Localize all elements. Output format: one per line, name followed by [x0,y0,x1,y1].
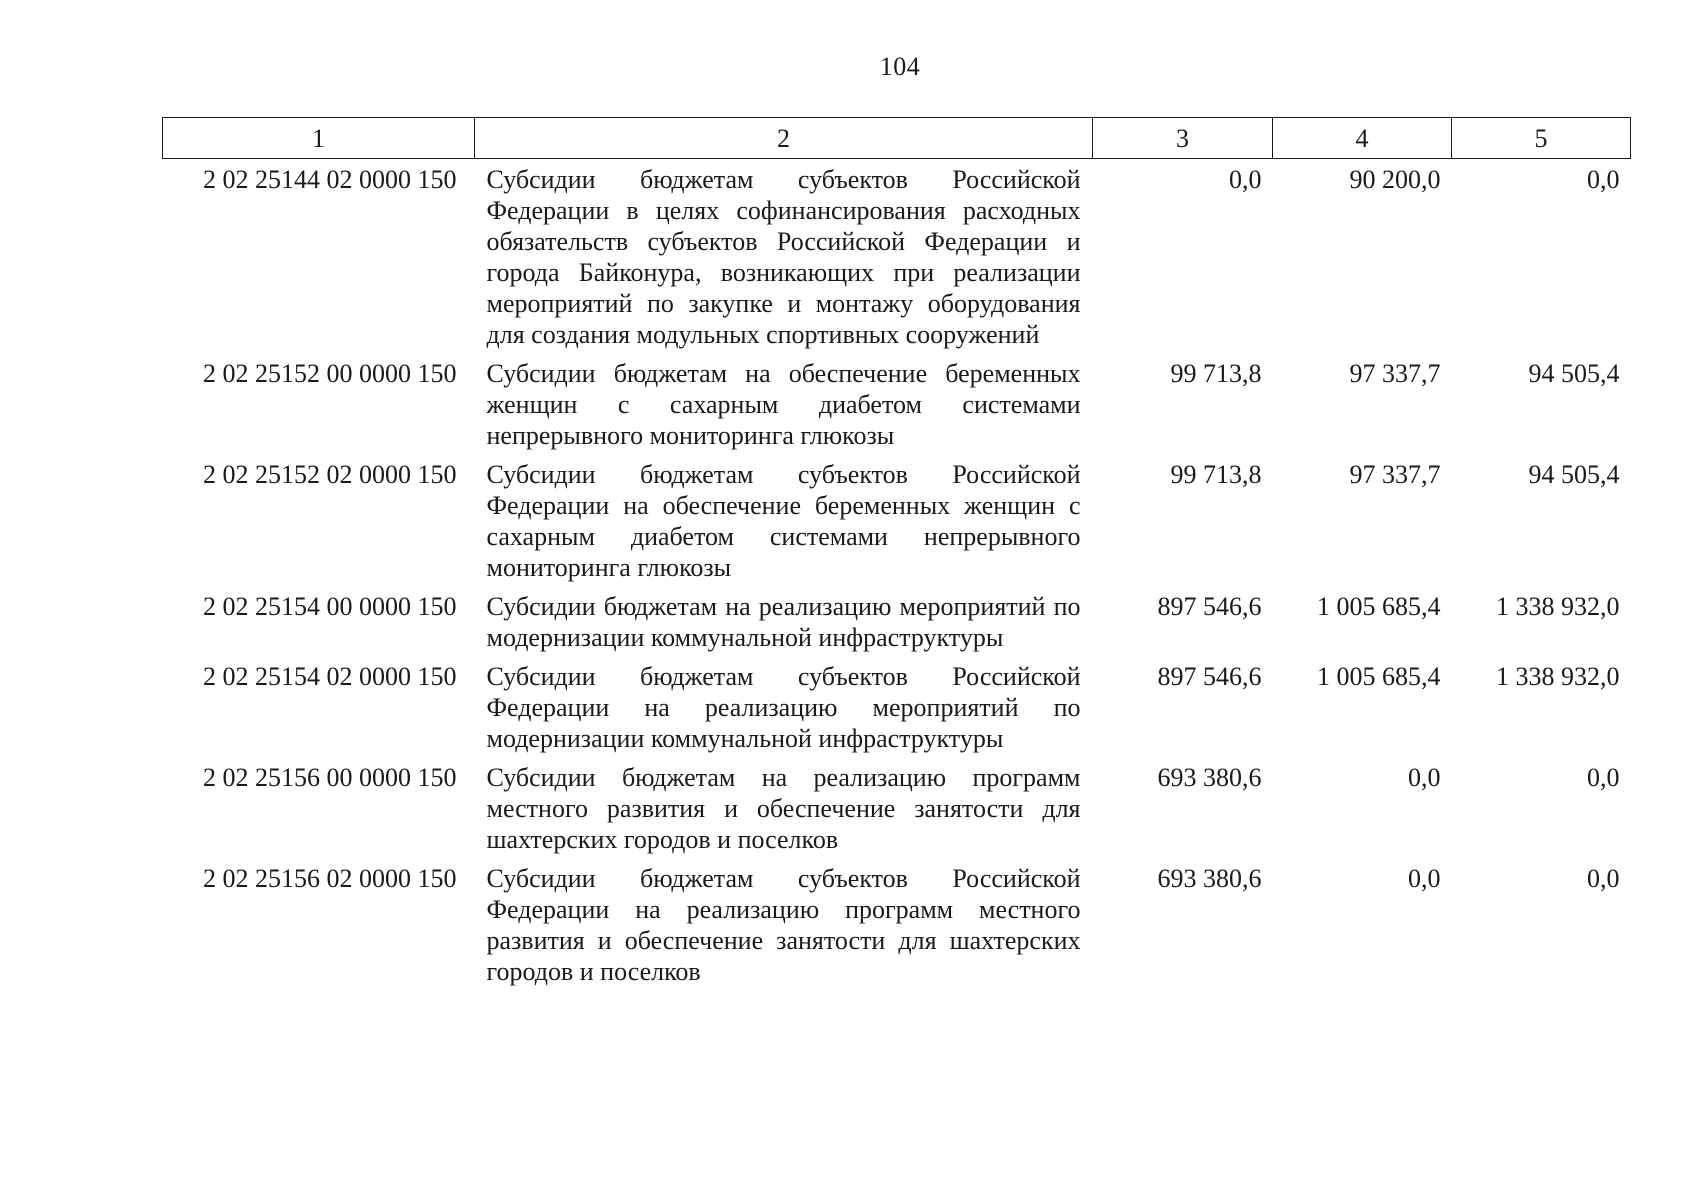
row-value-col4: 90 200,0 [1349,165,1441,194]
row-name: Субсидии бюджетам на реализацию программ местного развития и обеспечение занятости для шахтерских городов и поселков [486,763,1081,854]
header-row [163,118,1631,159]
row-code: 2 02 25144 02 0000 150 [203,165,457,194]
row-value-col3: 693 380,6 [1157,763,1262,792]
table-row [163,159,1631,359]
budget-table [162,117,1631,995]
row-value-col4: 0,0 [1408,864,1441,893]
row-value-col5: 1 338 932,0 [1496,592,1620,621]
row-code: 2 02 25156 00 0000 150 [203,763,457,792]
table-row [163,591,1631,661]
row-value-col4: 1 005 685,4 [1317,592,1441,621]
row-value-col4: 97 337,7 [1349,359,1441,388]
row-value-col3: 0,0 [1229,165,1262,194]
row-code: 2 02 25152 02 0000 150 [203,460,457,489]
row-value-col4: 97 337,7 [1349,460,1441,489]
row-value-col4: 0,0 [1408,763,1441,792]
row-value-col5: 94 505,4 [1528,460,1620,489]
page-number: 104 [879,52,921,81]
table-header [163,118,1631,159]
table-body [163,159,1631,996]
table-row [163,863,1631,995]
header-col-3: 3 [1093,118,1273,159]
header-col-4: 4 [1273,118,1452,159]
row-name: Субсидии бюджетам на реализацию мероприятий по модернизации коммунальной инфраструктуры [486,592,1081,652]
table-row [163,661,1631,762]
row-name: Субсидии бюджетам субъектов Российской Федерации в целях софинансирования расходных обязательств субъектов Российской Федерации и города Байконура, возникающих при реализации мероприятий по закупке и монтажу оборудования для создания модульных спортивных сооружений [486,165,1081,349]
row-value-col3: 897 546,6 [1157,592,1262,621]
row-name: Субсидии бюджетам на обеспечение беременных женщин с сахарным диабетом системами непрерывного мониторинга глюкозы [486,359,1081,450]
row-code: 2 02 25154 02 0000 150 [203,662,457,691]
row-value-col5: 94 505,4 [1528,359,1620,388]
row-name: Субсидии бюджетам субъектов Российской Федерации на реализацию программ местного развития и обеспечение занятости для шахтерских городов и поселков [486,864,1081,986]
table-row [163,459,1631,591]
header-col-5: 5 [1452,118,1631,159]
row-code: 2 02 25154 00 0000 150 [203,592,457,621]
row-value-col5: 0,0 [1587,165,1620,194]
row-name: Субсидии бюджетам субъектов Российской Федерации на реализацию мероприятий по модернизации коммунальной инфраструктуры [486,662,1081,753]
header-col-1: 1 [163,118,475,159]
row-code: 2 02 25152 00 0000 150 [203,359,457,388]
header-col-2: 2 [475,118,1093,159]
table-row [163,762,1631,863]
row-value-col4: 1 005 685,4 [1317,662,1441,691]
row-value-col5: 0,0 [1587,864,1620,893]
table-row [163,358,1631,459]
row-value-col3: 99 713,8 [1170,359,1262,388]
row-code: 2 02 25156 02 0000 150 [203,864,457,893]
budget-table-container [162,117,1630,995]
row-value-col3: 99 713,8 [1170,460,1262,489]
row-name: Субсидии бюджетам субъектов Российской Федерации на обеспечение беременных женщин с сахарным диабетом системами непрерывного мониторинга глюкозы [486,460,1081,582]
row-value-col3: 693 380,6 [1157,864,1262,893]
row-value-col3: 897 546,6 [1157,662,1262,691]
row-value-col5: 0,0 [1587,763,1620,792]
row-value-col5: 1 338 932,0 [1496,662,1620,691]
